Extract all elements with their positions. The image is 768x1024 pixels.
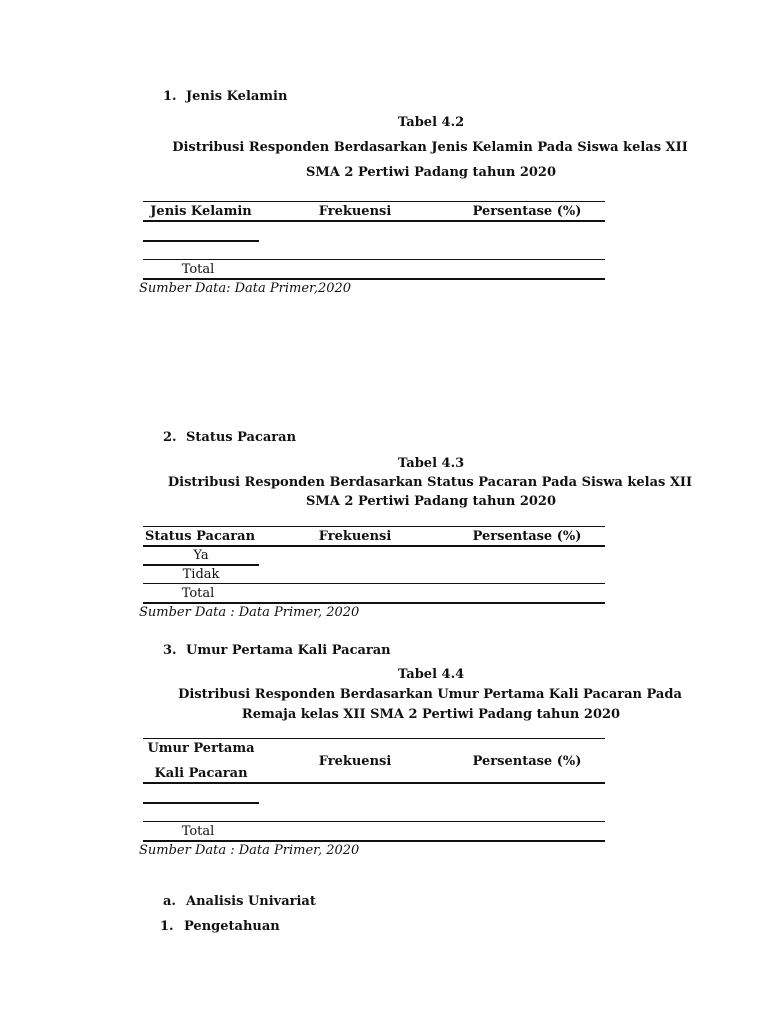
table-4-4-row-rule: [143, 802, 259, 804]
table-4-4-caption-line-1: Distribusi Responden Berdasarkan Umur Pertama Kali Pacaran Pada: [178, 687, 682, 702]
table-4-2-caption-line-1: Distribusi Responden Berdasarkan Jenis Kelamin Pada Siswa kelas XII: [172, 140, 688, 155]
table-4-4-top-rule: [143, 738, 605, 739]
table-4-3-bottom-rule: [143, 602, 605, 604]
section-3-heading: Umur Pertama Kali Pacaran: [186, 643, 391, 658]
table-4-3-total-label: Total: [181, 586, 215, 601]
table-4-4-header-rule: [143, 782, 605, 784]
table-4-3-col-frekuensi: Frekuensi: [318, 529, 392, 544]
table-4-4-caption-line-2: Remaja kelas XII SMA 2 Pertiwi Padang tahun 2020: [241, 707, 621, 722]
table-4-4-number: Tabel 4.4: [397, 667, 465, 682]
table-4-3-caption-line-2: SMA 2 Pertiwi Padang tahun 2020: [305, 494, 557, 509]
table-4-3-row-ya: Ya: [193, 548, 209, 563]
analysis-sub-number: 1.: [160, 919, 174, 934]
table-4-3-source: Sumber Data : Data Primer, 2020: [139, 605, 360, 620]
table-4-2-top-rule: [143, 201, 605, 202]
table-4-3-header-rule: [143, 545, 605, 547]
section-2-heading: Status Pacaran: [186, 430, 297, 445]
section-3-number: 3.: [163, 643, 177, 658]
section-2-number: 2.: [163, 430, 177, 445]
analysis-sub-heading: Pengetahuan: [184, 919, 280, 934]
table-4-2-row-rule: [143, 240, 259, 242]
table-4-2-col-persentase: Persentase (%): [472, 204, 582, 219]
table-4-3-top-rule: [143, 526, 605, 527]
table-4-2-header-rule: [143, 220, 605, 222]
table-4-3-caption-line-1: Distribusi Responden Berdasarkan Status Pacaran Pada Siswa kelas XII: [167, 475, 693, 490]
table-4-3-col-persentase: Persentase (%): [472, 529, 582, 544]
section-1-number: 1.: [163, 89, 177, 104]
table-4-2-caption-line-2: SMA 2 Pertiwi Padang tahun 2020: [305, 165, 557, 180]
table-4-2-total-rule: [143, 259, 605, 260]
table-4-2-col-frekuensi: Frekuensi: [318, 204, 392, 219]
table-4-2-col-jenis-kelamin: Jenis Kelamin: [150, 204, 252, 219]
section-1-heading: Jenis Kelamin: [186, 89, 288, 104]
table-4-2-number: Tabel 4.2: [397, 115, 465, 130]
table-4-2-total-label: Total: [181, 262, 215, 277]
table-4-3-col-status-pacaran: Status Pacaran: [144, 529, 256, 544]
table-4-4-source: Sumber Data : Data Primer, 2020: [139, 843, 360, 858]
table-4-2-bottom-rule: [143, 278, 605, 280]
table-4-4-col-frekuensi: Frekuensi: [318, 754, 392, 769]
table-4-3-row-tidak: Tidak: [182, 567, 220, 582]
table-4-4-col-persentase: Persentase (%): [472, 754, 582, 769]
table-4-4-total-rule: [143, 821, 605, 822]
table-4-4-col-umur-line-1: Umur Pertama: [147, 741, 255, 756]
table-4-4-col-umur-line-2: Kali Pacaran: [154, 766, 248, 781]
table-4-3-number: Tabel 4.3: [397, 456, 465, 471]
analysis-heading: Analisis Univariat: [186, 894, 316, 909]
table-4-2-source: Sumber Data: Data Primer,2020: [139, 281, 352, 296]
table-4-3-row-rule: [143, 564, 259, 566]
table-4-4-bottom-rule: [143, 840, 605, 842]
table-4-4-total-label: Total: [181, 824, 215, 839]
table-4-3-total-rule: [143, 583, 605, 584]
analysis-letter: a.: [163, 894, 176, 909]
